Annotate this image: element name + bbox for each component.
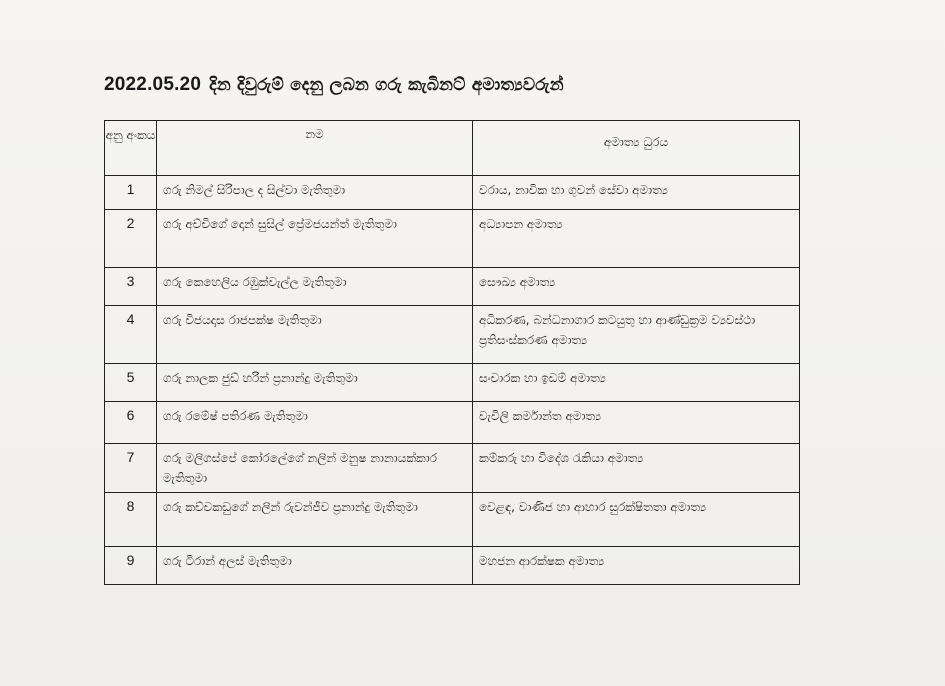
minister-name: ගරු අච්චිගේ දොන් සුසිල් ප්‍රේමජයන්ත් මැතිතුමා: [157, 210, 473, 268]
header-serial-no: අනු අංකය: [105, 121, 157, 176]
row-number: 8: [105, 493, 157, 547]
minister-name: ගරු නාලක ජුඩ් හරින් ප්‍රනාන්දු මැතිතුමා: [157, 364, 473, 402]
minister-name: ගරු රමේෂ් පතිරණ මැතිතුමා: [157, 402, 473, 444]
row-number: 9: [105, 547, 157, 585]
minister-name: ගරු ටිරාන් අලස් මැතිතුමා: [157, 547, 473, 585]
table-row: [105, 210, 800, 268]
minister-portfolio: කම්කරු හා විදේශ රැකියා අමාත්‍ය: [473, 444, 800, 493]
table-header-row: [105, 121, 800, 176]
minister-portfolio: සෞඛ්‍ය අමාත්‍ය: [473, 268, 800, 306]
minister-name: ගරු විජයදාස රාජපක්ෂ මැතිතුමා: [157, 306, 473, 364]
row-number: 5: [105, 364, 157, 402]
document-title: [104, 74, 564, 96]
minister-portfolio: අධ්‍යාපන අමාත්‍ය: [473, 210, 800, 268]
row-number: 6: [105, 402, 157, 444]
minister-portfolio: මහජන ආරක්ෂක අමාත්‍ය: [473, 547, 800, 585]
table-row: [105, 306, 800, 364]
header-name: නම: [157, 121, 473, 176]
header-portfolio: අමාත්‍ය ධුරය: [473, 121, 800, 176]
minister-portfolio: වෙළඳ, වාණිජ හා ආහාර සුරක්ෂිතතා අමාත්‍ය: [473, 493, 800, 547]
row-number: 2: [105, 210, 157, 268]
table-row: [105, 444, 800, 493]
title-text: දින දිවුරුම් දෙනු ලබන ගරු කැබිනට් අමාත්‍යවරුන්: [209, 75, 564, 95]
table-row: [105, 493, 800, 547]
row-number: 4: [105, 306, 157, 364]
table-row: [105, 402, 800, 444]
table-row: [105, 547, 800, 585]
minister-name: ගරු මලිගස්පේ කෝරලේගේ නලින් මනුෂ නානායක්කාර මැතිතුමා: [157, 444, 473, 493]
minister-portfolio: අධිකරණ, බන්ධනාගාර කටයුතු හා ආණ්ඩුක්‍රම ව්‍යවස්ථා ප්‍රතිසංස්කරණ අමාත්‍ය: [473, 306, 800, 364]
table-row: [105, 364, 800, 402]
row-number: 1: [105, 176, 157, 210]
minister-name: ගරු නිමල් සිරිපාල ද සිල්වා මැතිතුමා: [157, 176, 473, 210]
ministers-table: [104, 120, 800, 585]
table-row: [105, 268, 800, 306]
minister-name: ගරු කච්චකඩුගේ නලින් රුවන්ජීව ප්‍රනාන්දු මැතිතුමා: [157, 493, 473, 547]
row-number: 7: [105, 444, 157, 493]
title-date: 2022.05.20: [104, 74, 202, 95]
minister-portfolio: වැවිලි කර්මාන්ත අමාත්‍ය: [473, 402, 800, 444]
table-row: [105, 176, 800, 210]
minister-portfolio: වරාය, නාවික හා ගුවන් සේවා අමාත්‍ය: [473, 176, 800, 210]
row-number: 3: [105, 268, 157, 306]
minister-name: ගරු කෙහෙලිය රඹුක්වැල්ල මැතිතුමා: [157, 268, 473, 306]
minister-portfolio: සංචාරක හා ඉඩම් අමාත්‍ය: [473, 364, 800, 402]
